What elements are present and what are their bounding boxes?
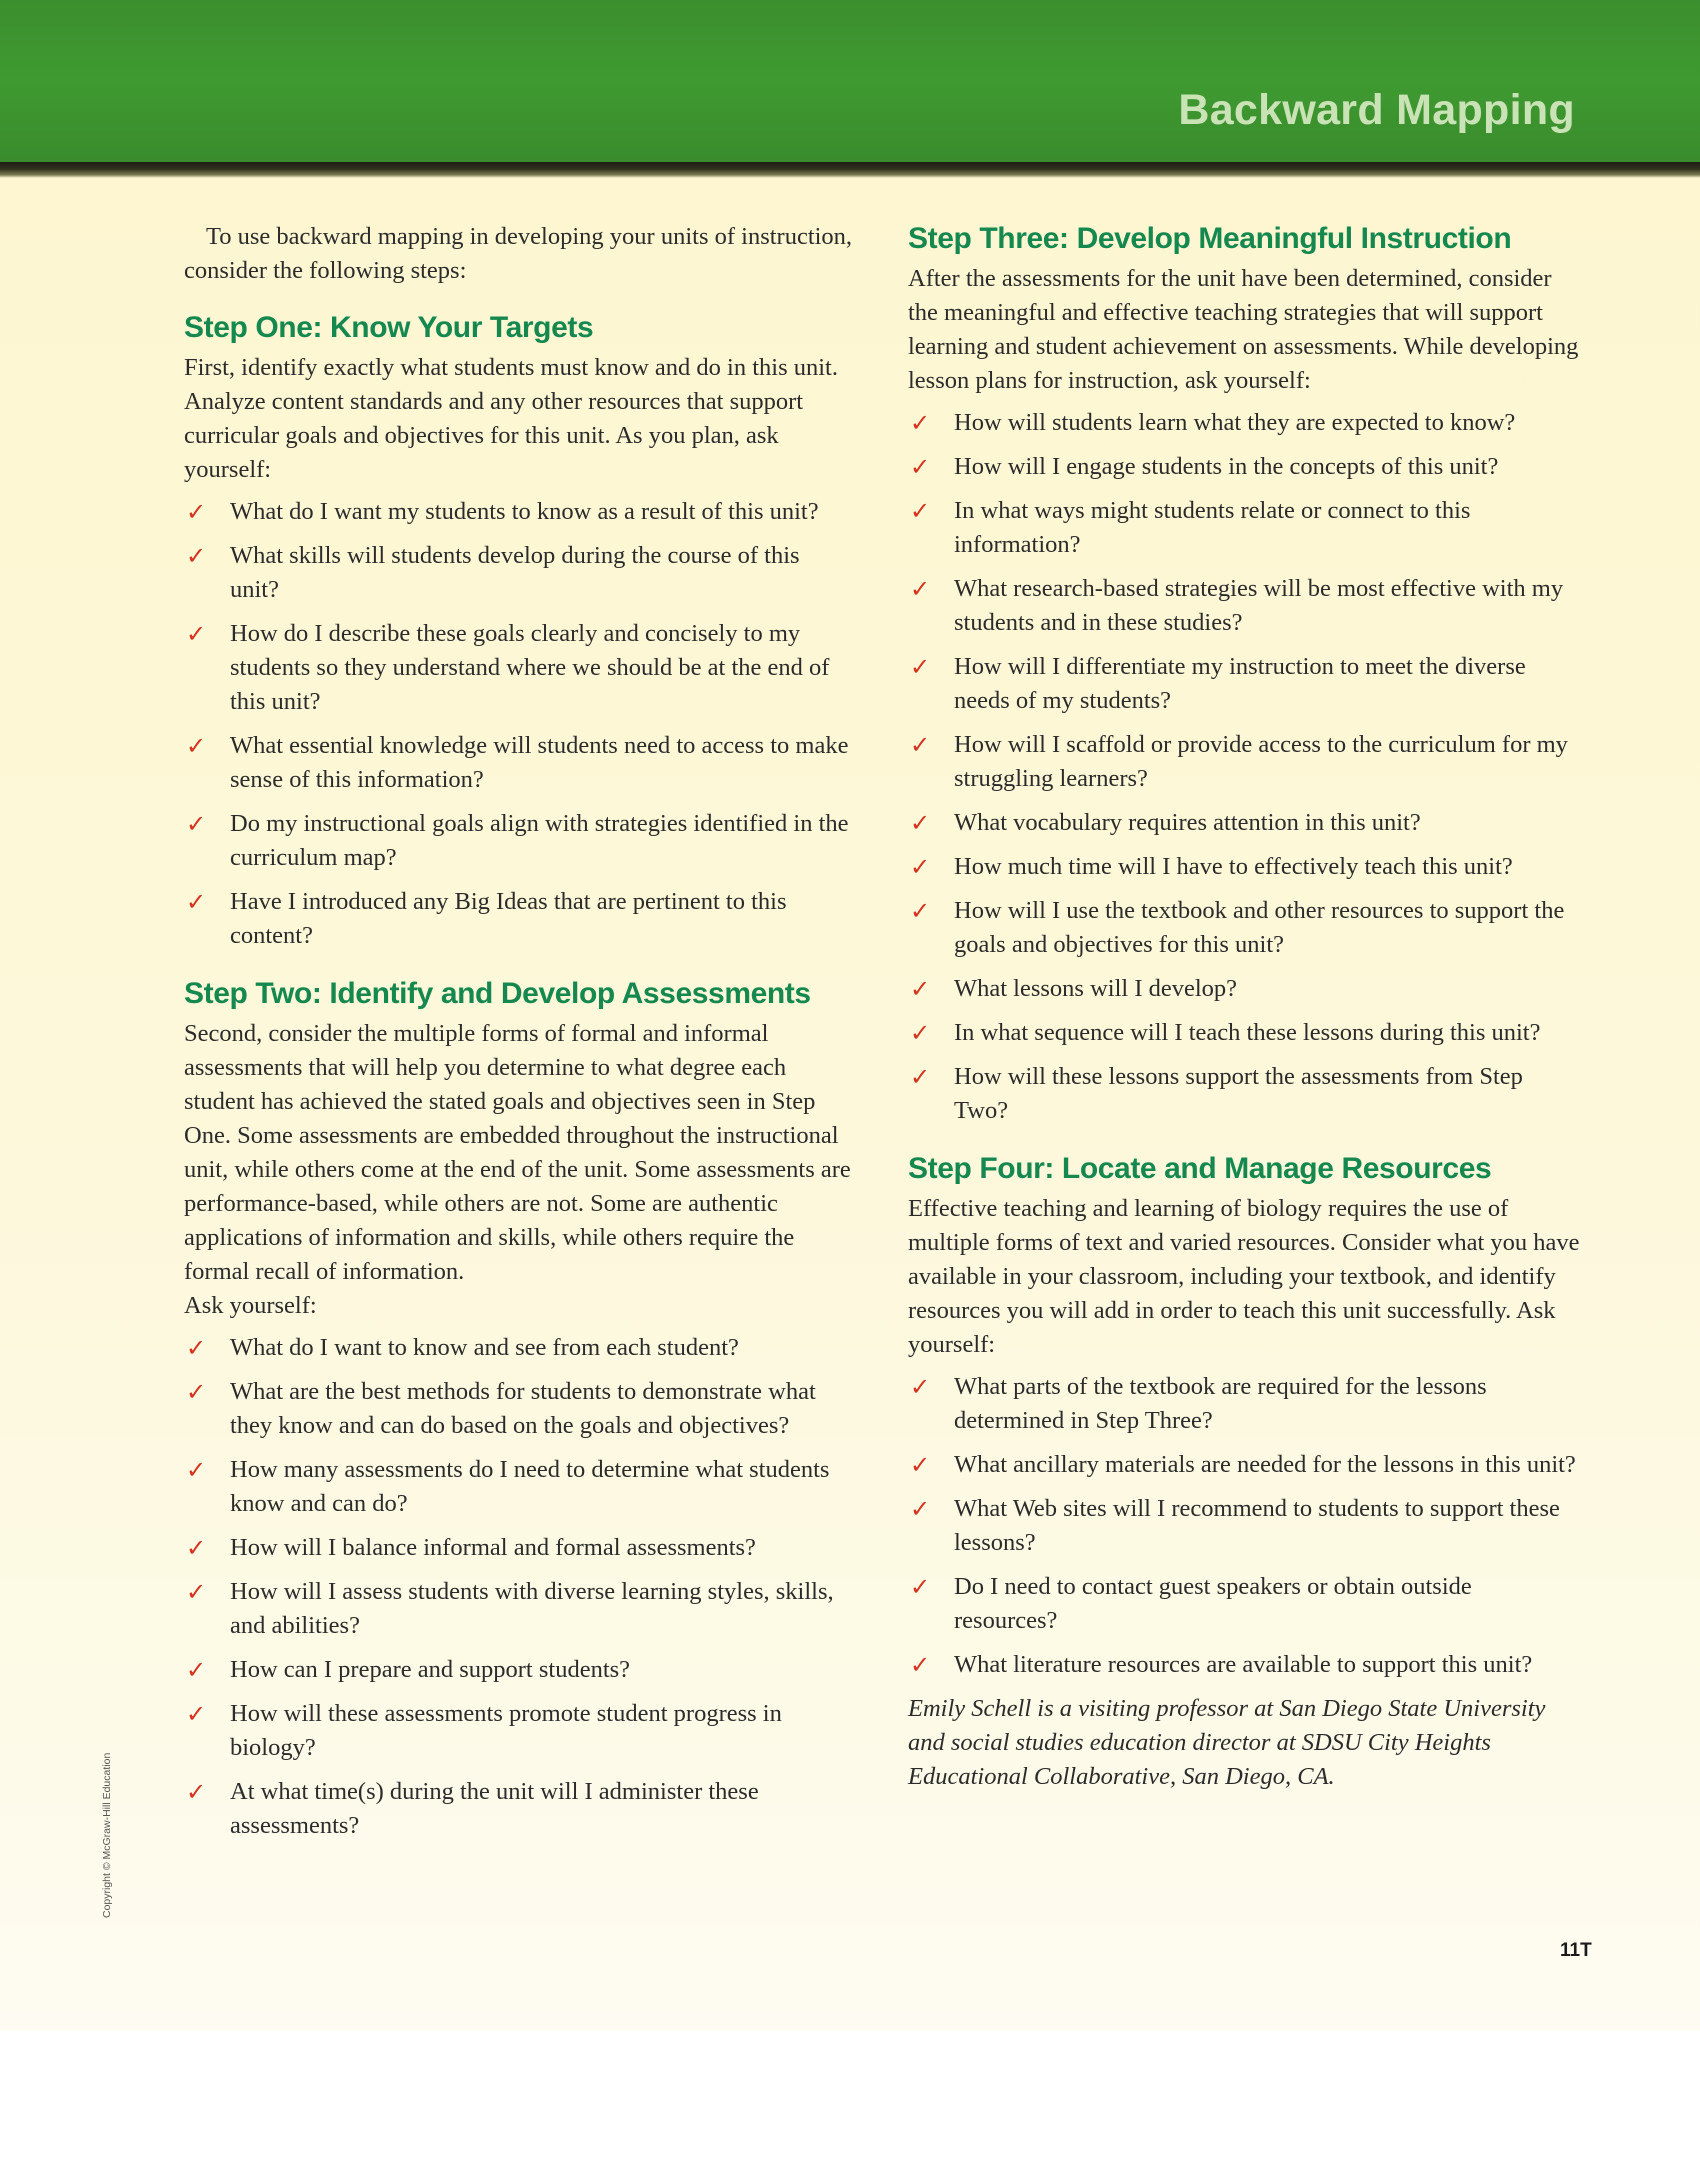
checklist-item — [184, 1375, 854, 1443]
checkmark-icon: ✓ — [186, 1334, 207, 1362]
checklist-item-text: What do I want to know and see from each student? — [230, 1334, 739, 1361]
checklist-item — [908, 450, 1580, 484]
checkmark-icon: ✓ — [186, 1700, 207, 1728]
checklist-item-text: Do I need to contact guest speakers or obtain outside resources? — [954, 1573, 1472, 1634]
checkmark-icon: ✓ — [186, 1456, 207, 1484]
step-four-paragraph: Effective teaching and learning of biology requires the use of multiple forms of text and varied resources. Consider what you have available in your classroom, including your textbook, and identify resources you will add in order to teach this unit successfully. Ask yourself: — [908, 1195, 1580, 1358]
step-three-checklist — [908, 406, 1580, 1128]
checklist-item-text: What vocabulary requires attention in this unit? — [954, 809, 1421, 836]
checklist-item — [908, 806, 1580, 840]
checklist-item-text: What parts of the textbook are required for the lessons determined in Step Three? — [954, 1373, 1487, 1434]
checklist-item-text: How will I scaffold or provide access to the curriculum for my struggling learners? — [954, 731, 1568, 792]
checklist-item-text: How will students learn what they are expected to know? — [954, 409, 1516, 436]
checklist-item-text: What literature resources are available to support this unit? — [954, 1651, 1533, 1678]
checklist-item — [184, 1331, 854, 1365]
step-three-heading: Step Three: Develop Meaningful Instruction — [908, 222, 1512, 255]
checkmark-icon: ✓ — [910, 1495, 931, 1523]
checklist-item-text: How will I assess students with diverse learning styles, skills, and abilities? — [230, 1578, 834, 1639]
checkmark-icon: ✓ — [910, 409, 931, 437]
checklist-item — [184, 617, 854, 719]
step-four-checklist — [908, 1370, 1580, 1682]
checkmark-icon: ✓ — [910, 1373, 931, 1401]
step-one-checklist — [184, 495, 854, 953]
checkmark-icon: ✓ — [910, 1573, 931, 1601]
checklist-item — [908, 972, 1580, 1006]
intro-paragraph: To use backward mapping in developing your units of instruction, consider the following steps: — [184, 223, 853, 284]
checkmark-icon: ✓ — [186, 810, 207, 838]
checklist-item-text: What are the best methods for students to demonstrate what they know and can do based on the goals and objectives? — [230, 1378, 816, 1439]
checklist-item-text: What do I want my students to know as a result of this unit? — [230, 498, 819, 525]
banner-divider — [0, 162, 1700, 178]
step-two-heading: Step Two: Identify and Develop Assessments — [184, 977, 811, 1010]
checklist-item-text: At what time(s) during the unit will I administer these assessments? — [230, 1778, 759, 1839]
step-three-paragraph: After the assessments for the unit have been determined, consider the meaningful and effective teaching strategies that will support learning and student achievement on assessments. While developing lesson plans for instruction, ask yourself: — [908, 265, 1579, 394]
page-number: 11T — [1560, 1940, 1592, 1961]
checkmark-icon: ✓ — [910, 1651, 931, 1679]
step-one-heading: Step One: Know Your Targets — [184, 311, 594, 344]
checkmark-icon: ✓ — [186, 620, 207, 648]
checklist-item-text: How will I differentiate my instruction to meet the diverse needs of my students? — [954, 653, 1526, 714]
checkmark-icon: ✓ — [910, 975, 931, 1003]
checkmark-icon: ✓ — [186, 1578, 207, 1606]
checkmark-icon: ✓ — [910, 575, 931, 603]
step-four-heading: Step Four: Locate and Manage Resources — [908, 1152, 1492, 1185]
checklist-item — [184, 885, 854, 953]
checklist-item — [908, 1370, 1580, 1438]
header-banner — [0, 0, 1700, 162]
checklist-item — [908, 728, 1580, 796]
checkmark-icon: ✓ — [186, 498, 207, 526]
checklist-item-text: Have I introduced any Big Ideas that are pertinent to this content? — [230, 888, 787, 949]
author-bio: Emily Schell is a visiting professor at San Diego State University and social studies education director at SDSU City Heights Educational Collaborative, San Diego, CA. — [908, 1695, 1546, 1790]
checklist-item — [184, 1575, 854, 1643]
checkmark-icon: ✓ — [186, 1778, 207, 1806]
checklist-item — [908, 1492, 1580, 1560]
checklist-item — [908, 572, 1580, 640]
checkmark-icon: ✓ — [186, 1378, 207, 1406]
checklist-item-text: What Web sites will I recommend to students to support these lessons? — [954, 1495, 1560, 1556]
checklist-item — [908, 850, 1580, 884]
checklist-item — [184, 1697, 854, 1765]
checklist-item — [184, 1775, 854, 1843]
checklist-item-text: What research-based strategies will be most effective with my students and in these studies? — [954, 575, 1564, 636]
checklist-item — [908, 1016, 1580, 1050]
checklist-item — [908, 494, 1580, 562]
step-two-ask: Ask yourself: — [184, 1292, 317, 1319]
checkmark-icon: ✓ — [186, 542, 207, 570]
checkmark-icon: ✓ — [186, 1534, 207, 1562]
checklist-item — [184, 1531, 854, 1565]
checklist-item-text: What lessons will I develop? — [954, 975, 1238, 1002]
checklist-item-text: Do my instructional goals align with strategies identified in the curriculum map? — [230, 810, 849, 871]
checkmark-icon: ✓ — [186, 732, 207, 760]
left-column — [184, 220, 854, 1853]
checkmark-icon: ✓ — [910, 731, 931, 759]
step-two-checklist — [184, 1331, 854, 1843]
checklist-item — [184, 1453, 854, 1521]
checkmark-icon: ✓ — [910, 897, 931, 925]
checklist-item — [184, 807, 854, 875]
checklist-item-text: How much time will I have to effectively teach this unit? — [954, 853, 1513, 880]
checklist-item-text: How will these lessons support the assessments from Step Two? — [954, 1063, 1523, 1124]
checkmark-icon: ✓ — [910, 809, 931, 837]
checkmark-icon: ✓ — [910, 1451, 931, 1479]
checklist-item-text: How do I describe these goals clearly and concisely to my students so they understand where we should be at the end of this unit? — [230, 620, 830, 715]
checklist-item-text: How will I engage students in the concepts of this unit? — [954, 453, 1499, 480]
checklist-item-text: How will I balance informal and formal assessments? — [230, 1534, 756, 1561]
checklist-item — [908, 1648, 1580, 1682]
step-two-paragraph — [184, 1017, 854, 1323]
checkmark-icon: ✓ — [910, 853, 931, 881]
checklist-item — [184, 539, 854, 607]
checklist-item-text: How will these assessments promote student progress in biology? — [230, 1700, 782, 1761]
checklist-item — [908, 1060, 1580, 1128]
checkmark-icon: ✓ — [910, 497, 931, 525]
checklist-item-text: In what sequence will I teach these lessons during this unit? — [954, 1019, 1541, 1046]
checklist-item — [184, 495, 854, 529]
checkmark-icon: ✓ — [910, 1019, 931, 1047]
checklist-item-text: What skills will students develop during the course of this unit? — [230, 542, 800, 603]
copyright-notice: Copyright © McGraw-Hill Education — [101, 1752, 113, 1918]
checkmark-icon: ✓ — [910, 1063, 931, 1091]
checklist-item-text: In what ways might students relate or connect to this information? — [954, 497, 1471, 558]
checklist-item-text: What essential knowledge will students need to access to make sense of this information? — [230, 732, 849, 793]
step-two-paragraph-text: Second, consider the multiple forms of formal and informal assessments that will help you determine to what degree each student has achieved the stated goals and objectives seen in Step One. Some assessments are embedded throughout the instructional unit, while others come at the end of the unit. Some assessments are performance-based, while others are not. Some are authentic applications of information and skills, while others require the formal recall of information. — [184, 1020, 851, 1285]
step-one-paragraph: First, identify exactly what students must know and do in this unit. Analyze content standards and any other resources that support curricular goals and objectives for this unit. As you plan, ask yourself: — [184, 354, 838, 483]
checkmark-icon: ✓ — [186, 1656, 207, 1684]
checklist-item — [908, 1448, 1580, 1482]
checklist-item-text: How can I prepare and support students? — [230, 1656, 631, 1683]
checklist-item — [908, 1570, 1580, 1638]
checklist-item-text: What ancillary materials are needed for the lessons in this unit? — [954, 1451, 1576, 1478]
checklist-item — [908, 406, 1580, 440]
right-column — [908, 220, 1580, 1794]
page-title: Backward Mapping — [1178, 86, 1575, 134]
checkmark-icon: ✓ — [910, 453, 931, 481]
checklist-item — [184, 1653, 854, 1687]
checklist-item — [908, 650, 1580, 718]
checklist-item — [184, 729, 854, 797]
checklist-item — [908, 894, 1580, 962]
checkmark-icon: ✓ — [910, 653, 931, 681]
checklist-item-text: How many assessments do I need to determine what students know and can do? — [230, 1456, 830, 1517]
checklist-item-text: How will I use the textbook and other resources to support the goals and objectives for this unit? — [954, 897, 1565, 958]
checkmark-icon: ✓ — [186, 888, 207, 916]
